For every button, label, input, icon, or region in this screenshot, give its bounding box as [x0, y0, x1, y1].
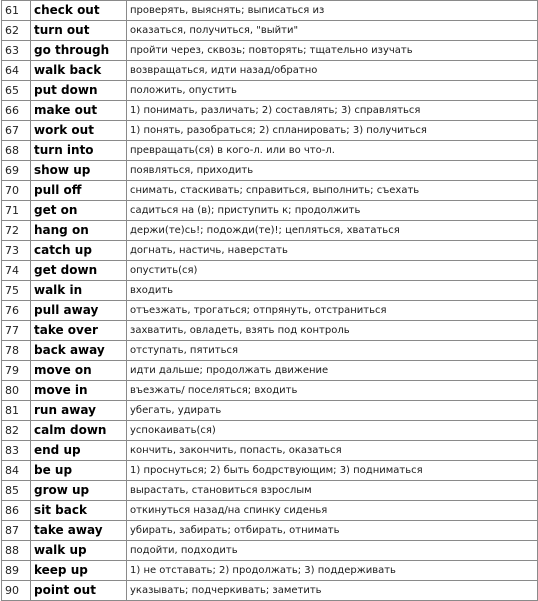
table-row	[2, 241, 538, 261]
translation: оказаться, получиться, "выйти"	[127, 21, 538, 41]
row-number: 89	[2, 561, 31, 581]
translation: держи(те)сь!; подожди(те)!; цепляться, хвататься	[127, 221, 538, 241]
translation: 1) понять, разобраться; 2) спланировать; 3) получиться	[127, 121, 538, 141]
table-row	[2, 121, 538, 141]
row-number: 80	[2, 381, 31, 401]
row-number: 75	[2, 281, 31, 301]
table-row	[2, 421, 538, 441]
table-row	[2, 261, 538, 281]
table-row	[2, 581, 538, 601]
translation: 1) понимать, различать; 2) составлять; 3) справляться	[127, 101, 538, 121]
table-row	[2, 281, 538, 301]
translation: въезжать/ поселяться; входить	[127, 381, 538, 401]
phrasal-verb: turn into	[31, 141, 127, 161]
row-number: 87	[2, 521, 31, 541]
row-number: 71	[2, 201, 31, 221]
row-number: 62	[2, 21, 31, 41]
table-row	[2, 181, 538, 201]
translation: убегать, удирать	[127, 401, 538, 421]
table-row	[2, 61, 538, 81]
translation: превращать(ся) в кого-л. или во что-л.	[127, 141, 538, 161]
row-number: 66	[2, 101, 31, 121]
phrasal-verb: work out	[31, 121, 127, 141]
translation: догнать, настичь, наверстать	[127, 241, 538, 261]
row-number: 77	[2, 321, 31, 341]
translation: вырастать, становиться взрослым	[127, 481, 538, 501]
translation: указывать; подчеркивать; заметить	[127, 581, 538, 601]
table-row	[2, 221, 538, 241]
phrasal-verb: take over	[31, 321, 127, 341]
row-number: 74	[2, 261, 31, 281]
table-row	[2, 141, 538, 161]
table-row	[2, 561, 538, 581]
translation: откинуться назад/на спинку сиденья	[127, 501, 538, 521]
row-number: 84	[2, 461, 31, 481]
phrasal-verb: walk back	[31, 61, 127, 81]
phrasal-verb: walk up	[31, 541, 127, 561]
table-row	[2, 521, 538, 541]
phrasal-verb: go through	[31, 41, 127, 61]
phrasal-verb: grow up	[31, 481, 127, 501]
phrasal-verb: point out	[31, 581, 127, 601]
translation: успокаивать(ся)	[127, 421, 538, 441]
translation: садиться на (в); приступить к; продолжить	[127, 201, 538, 221]
row-number: 61	[2, 1, 31, 21]
phrasal-verbs-table	[1, 0, 538, 601]
phrasal-verb: get on	[31, 201, 127, 221]
translation: 1) не отставать; 2) продолжать; 3) поддерживать	[127, 561, 538, 581]
translation: убирать, забирать; отбирать, отнимать	[127, 521, 538, 541]
table-row	[2, 101, 538, 121]
phrasal-verb: pull off	[31, 181, 127, 201]
phrasal-verb: be up	[31, 461, 127, 481]
table-row	[2, 161, 538, 181]
phrasal-verb: check out	[31, 1, 127, 21]
table-row	[2, 41, 538, 61]
translation: отъезжать, трогаться; отпрянуть, отстраниться	[127, 301, 538, 321]
table-body	[2, 1, 538, 601]
table-row	[2, 361, 538, 381]
phrasal-verb: end up	[31, 441, 127, 461]
phrasal-verb: sit back	[31, 501, 127, 521]
translation: отступать, пятиться	[127, 341, 538, 361]
row-number: 65	[2, 81, 31, 101]
row-number: 67	[2, 121, 31, 141]
translation: 1) проснуться; 2) быть бодрствующим; 3) подниматься	[127, 461, 538, 481]
translation: опустить(ся)	[127, 261, 538, 281]
row-number: 79	[2, 361, 31, 381]
phrasal-verb: turn out	[31, 21, 127, 41]
row-number: 73	[2, 241, 31, 261]
translation: появляться, приходить	[127, 161, 538, 181]
table-row	[2, 401, 538, 421]
table-row	[2, 21, 538, 41]
translation: идти дальше; продолжать движение	[127, 361, 538, 381]
translation: пройти через, сквозь; повторять; тщательно изучать	[127, 41, 538, 61]
row-number: 63	[2, 41, 31, 61]
row-number: 64	[2, 61, 31, 81]
translation: положить, опустить	[127, 81, 538, 101]
translation: проверять, выяснять; выписаться из	[127, 1, 538, 21]
translation: снимать, стаскивать; справиться, выполнить; съехать	[127, 181, 538, 201]
table-row	[2, 321, 538, 341]
translation: входить	[127, 281, 538, 301]
table-row	[2, 461, 538, 481]
row-number: 83	[2, 441, 31, 461]
phrasal-verb: walk in	[31, 281, 127, 301]
row-number: 70	[2, 181, 31, 201]
row-number: 68	[2, 141, 31, 161]
table-row	[2, 381, 538, 401]
table-row	[2, 541, 538, 561]
table-row	[2, 501, 538, 521]
table-row	[2, 301, 538, 321]
row-number: 81	[2, 401, 31, 421]
phrasal-verb: hang on	[31, 221, 127, 241]
row-number: 90	[2, 581, 31, 601]
translation: подойти, подходить	[127, 541, 538, 561]
phrasal-verb: get down	[31, 261, 127, 281]
translation: возвращаться, идти назад/обратно	[127, 61, 538, 81]
phrasal-verb: take away	[31, 521, 127, 541]
phrasal-verb: catch up	[31, 241, 127, 261]
row-number: 85	[2, 481, 31, 501]
phrasal-verb: move in	[31, 381, 127, 401]
table-row	[2, 81, 538, 101]
translation: кончить, закончить, попасть, оказаться	[127, 441, 538, 461]
translation: захватить, овладеть, взять под контроль	[127, 321, 538, 341]
table-row	[2, 201, 538, 221]
table-row	[2, 481, 538, 501]
phrasal-verb: calm down	[31, 421, 127, 441]
table-row	[2, 341, 538, 361]
phrasal-verb: run away	[31, 401, 127, 421]
row-number: 86	[2, 501, 31, 521]
row-number: 78	[2, 341, 31, 361]
table-row	[2, 441, 538, 461]
phrasal-verb: make out	[31, 101, 127, 121]
phrasal-verb: keep up	[31, 561, 127, 581]
row-number: 72	[2, 221, 31, 241]
row-number: 76	[2, 301, 31, 321]
phrasal-verb: pull away	[31, 301, 127, 321]
row-number: 82	[2, 421, 31, 441]
row-number: 69	[2, 161, 31, 181]
phrasal-verb: put down	[31, 81, 127, 101]
phrasal-verb: show up	[31, 161, 127, 181]
row-number: 88	[2, 541, 31, 561]
phrasal-verb: back away	[31, 341, 127, 361]
table-row	[2, 1, 538, 21]
phrasal-verb: move on	[31, 361, 127, 381]
